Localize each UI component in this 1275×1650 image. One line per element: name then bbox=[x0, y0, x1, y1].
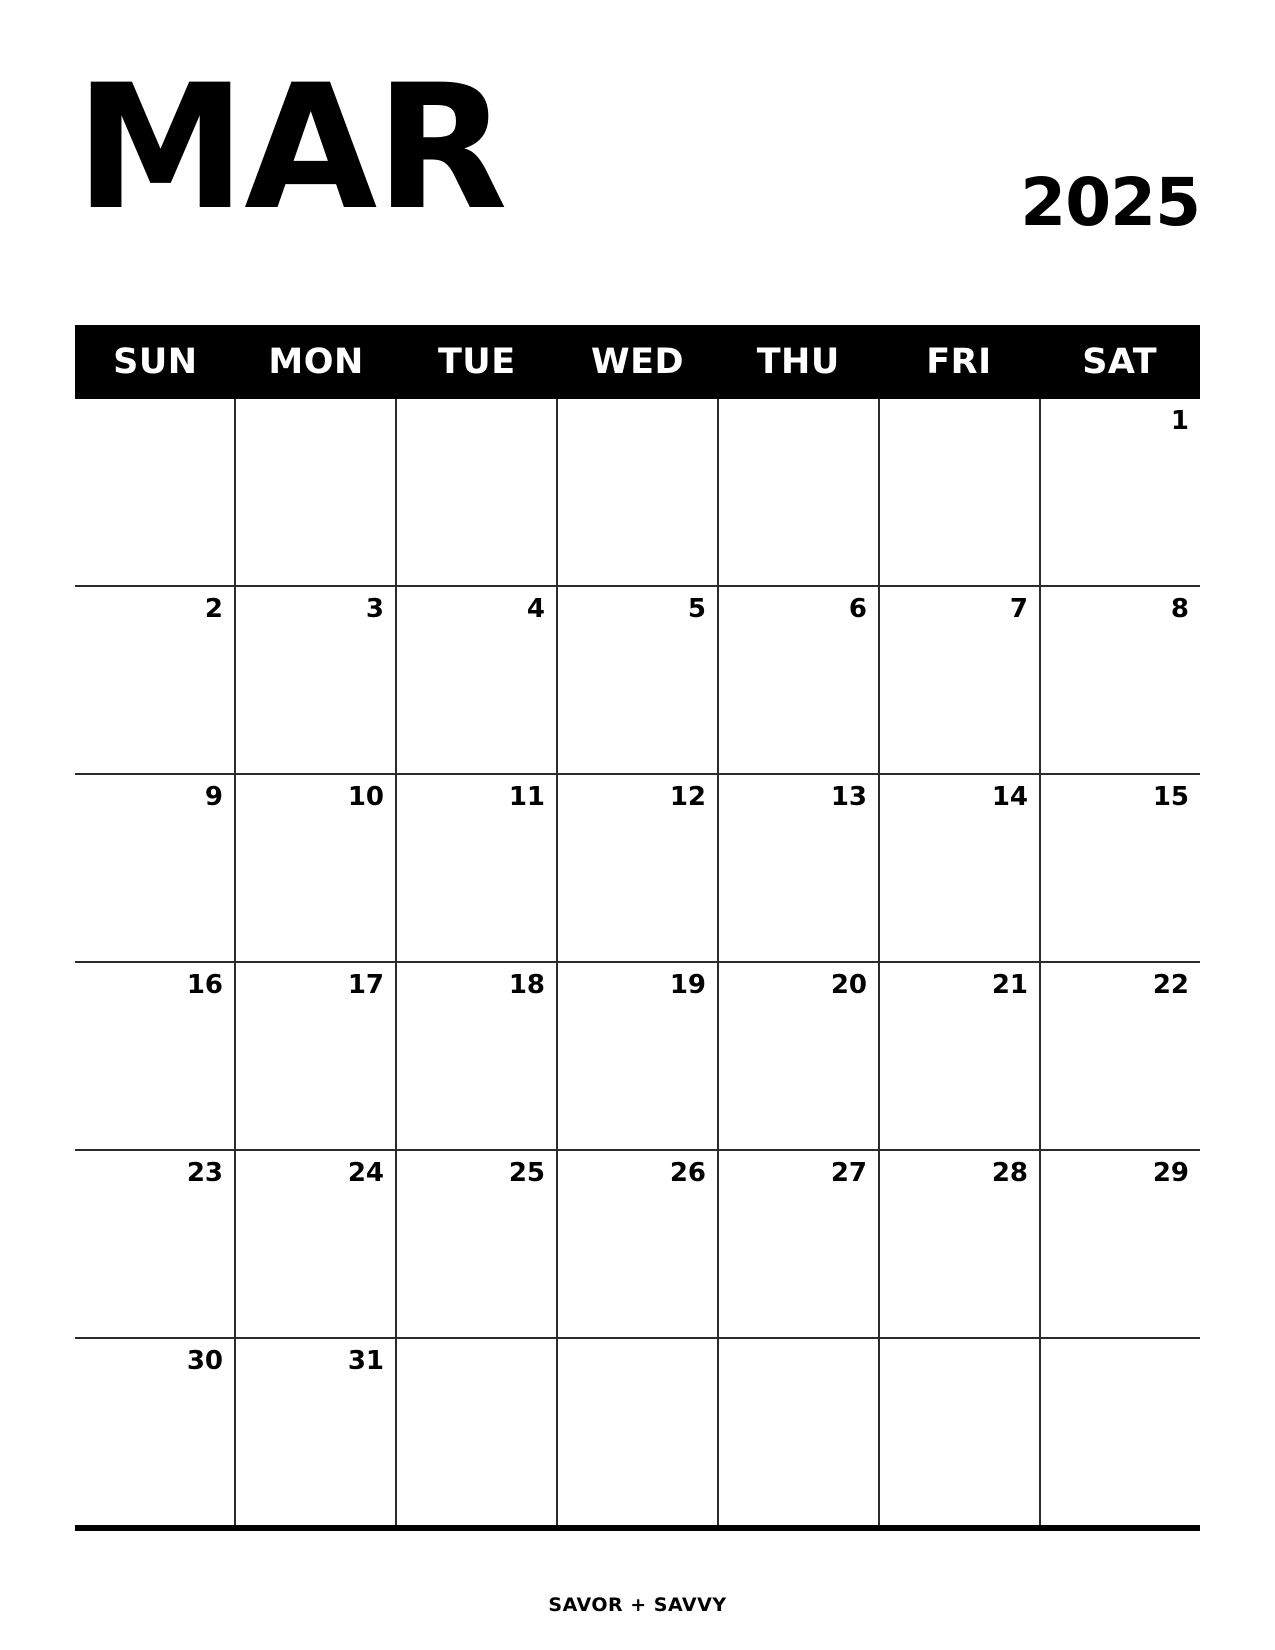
calendar-grid bbox=[75, 325, 1200, 1531]
day-cell[interactable] bbox=[719, 1151, 880, 1337]
day-number: 26 bbox=[669, 1158, 706, 1188]
day-number: 14 bbox=[991, 782, 1028, 812]
day-cell[interactable] bbox=[558, 587, 719, 773]
day-number: 24 bbox=[347, 1158, 384, 1188]
day-cell[interactable] bbox=[1041, 587, 1200, 773]
day-cell[interactable] bbox=[397, 963, 558, 1149]
day-cell[interactable] bbox=[558, 1151, 719, 1337]
footer-brand: SAVOR + SAVVY bbox=[548, 1594, 727, 1616]
day-number: 5 bbox=[687, 594, 706, 624]
day-cell[interactable] bbox=[558, 963, 719, 1149]
day-number: 11 bbox=[508, 782, 545, 812]
day-number: 29 bbox=[1152, 1158, 1189, 1188]
day-number: 17 bbox=[347, 970, 384, 1000]
day-cell[interactable] bbox=[719, 587, 880, 773]
day-cell[interactable] bbox=[719, 963, 880, 1149]
day-number: 21 bbox=[991, 970, 1028, 1000]
day-number: 4 bbox=[526, 594, 545, 624]
day-number: 12 bbox=[669, 782, 706, 812]
day-cell[interactable] bbox=[558, 1339, 719, 1525]
year-title: 2025 bbox=[1020, 164, 1200, 241]
day-number: 28 bbox=[991, 1158, 1028, 1188]
day-cell[interactable] bbox=[1041, 775, 1200, 961]
day-number: 13 bbox=[830, 782, 867, 812]
day-cell[interactable] bbox=[236, 1339, 397, 1525]
day-cell[interactable] bbox=[236, 399, 397, 585]
day-cell[interactable] bbox=[880, 399, 1041, 585]
week-row bbox=[75, 587, 1200, 775]
day-cell[interactable] bbox=[1041, 1151, 1200, 1337]
day-cell[interactable] bbox=[558, 399, 719, 585]
day-number: 9 bbox=[204, 782, 223, 812]
weekday-header-row bbox=[75, 325, 1200, 399]
day-cell[interactable] bbox=[236, 587, 397, 773]
weekday-mon: MON bbox=[268, 342, 364, 382]
day-cell[interactable] bbox=[1041, 399, 1200, 585]
day-cell[interactable] bbox=[397, 587, 558, 773]
day-number: 15 bbox=[1152, 782, 1189, 812]
day-cell[interactable] bbox=[397, 775, 558, 961]
day-cell[interactable] bbox=[880, 775, 1041, 961]
day-number: 20 bbox=[830, 970, 867, 1000]
day-cell[interactable] bbox=[75, 775, 236, 961]
day-cell[interactable] bbox=[719, 1339, 880, 1525]
day-number: 30 bbox=[186, 1346, 223, 1376]
day-cell[interactable] bbox=[880, 1151, 1041, 1337]
day-cell[interactable] bbox=[236, 963, 397, 1149]
day-cell[interactable] bbox=[880, 1339, 1041, 1525]
day-cell[interactable] bbox=[397, 399, 558, 585]
day-number: 7 bbox=[1009, 594, 1028, 624]
week-row bbox=[75, 775, 1200, 963]
week-row bbox=[75, 1151, 1200, 1339]
day-cell[interactable] bbox=[75, 1339, 236, 1525]
weekday-wed: WED bbox=[590, 342, 685, 382]
day-number: 31 bbox=[347, 1346, 384, 1376]
day-cell[interactable] bbox=[880, 963, 1041, 1149]
weekday-sat: SAT bbox=[1082, 342, 1158, 382]
day-number: 2 bbox=[204, 594, 223, 624]
day-cell[interactable] bbox=[558, 775, 719, 961]
day-number: 18 bbox=[508, 970, 545, 1000]
day-number: 16 bbox=[186, 970, 223, 1000]
day-cell[interactable] bbox=[75, 963, 236, 1149]
weekday-sun: SUN bbox=[113, 342, 198, 382]
day-cell[interactable] bbox=[397, 1339, 558, 1525]
weekday-thu: THU bbox=[756, 342, 840, 382]
day-number: 23 bbox=[186, 1158, 223, 1188]
day-cell[interactable] bbox=[236, 1151, 397, 1337]
week-row bbox=[75, 1339, 1200, 1531]
day-cell[interactable] bbox=[719, 399, 880, 585]
day-number: 22 bbox=[1152, 970, 1189, 1000]
day-number: 10 bbox=[347, 782, 384, 812]
month-title: MAR bbox=[75, 47, 506, 248]
day-number: 19 bbox=[669, 970, 706, 1000]
weekday-tue: TUE bbox=[437, 342, 516, 382]
day-number: 8 bbox=[1170, 594, 1189, 624]
day-number: 1 bbox=[1170, 406, 1189, 436]
day-number: 3 bbox=[365, 594, 384, 624]
day-cell[interactable] bbox=[75, 587, 236, 773]
week-row bbox=[75, 399, 1200, 587]
weekday-fri: FRI bbox=[926, 342, 992, 382]
calendar-header bbox=[75, 47, 1200, 252]
weeks-container bbox=[75, 399, 1200, 1531]
day-cell[interactable] bbox=[1041, 1339, 1200, 1525]
day-cell[interactable] bbox=[1041, 963, 1200, 1149]
day-number: 27 bbox=[830, 1158, 867, 1188]
day-number: 25 bbox=[508, 1158, 545, 1188]
day-cell[interactable] bbox=[75, 1151, 236, 1337]
day-number: 6 bbox=[848, 594, 867, 624]
day-cell[interactable] bbox=[397, 1151, 558, 1337]
week-row bbox=[75, 963, 1200, 1151]
day-cell[interactable] bbox=[719, 775, 880, 961]
day-cell[interactable] bbox=[880, 587, 1041, 773]
day-cell[interactable] bbox=[236, 775, 397, 961]
day-cell[interactable] bbox=[75, 399, 236, 585]
